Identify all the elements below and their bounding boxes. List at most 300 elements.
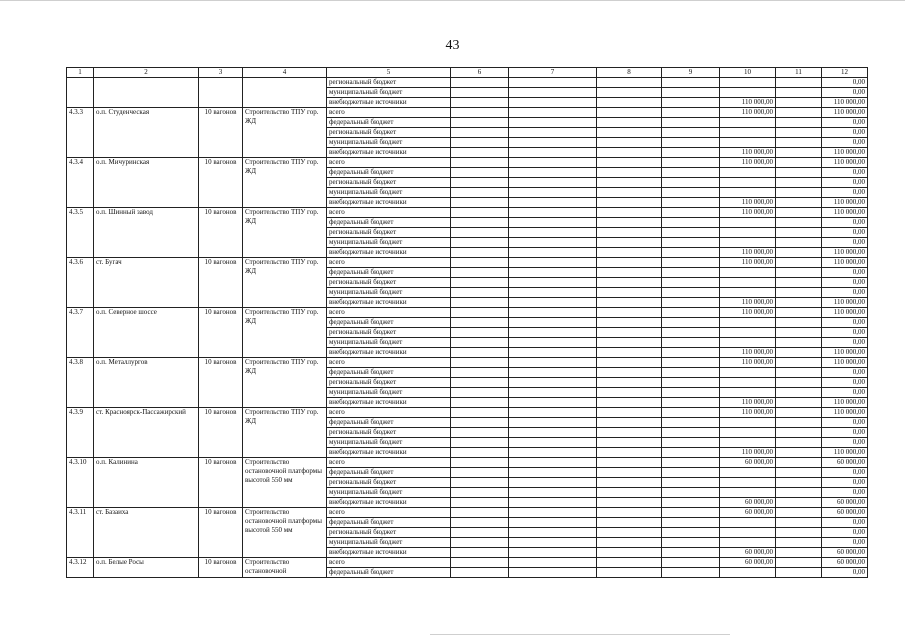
empty-cell xyxy=(776,478,822,488)
funding-source-cell: федеральный бюджет xyxy=(327,318,451,328)
funding-source-cell: всего xyxy=(327,308,451,318)
col10-value-cell: 110 000,00 xyxy=(720,208,776,218)
empty-cell xyxy=(776,448,822,458)
empty-cell xyxy=(776,428,822,438)
empty-cell xyxy=(509,218,597,228)
empty-cell xyxy=(597,368,662,378)
funding-source-cell: внебюджетные источники xyxy=(327,248,451,258)
header-cell: 2 xyxy=(94,68,199,78)
empty-cell xyxy=(509,458,597,468)
total-value-cell: 0,00 xyxy=(822,78,868,88)
empty-cell xyxy=(509,378,597,388)
empty-cell xyxy=(597,358,662,368)
empty-cell xyxy=(662,298,720,308)
funding-source-cell: региональный бюджет xyxy=(327,428,451,438)
station-name-cell: о.п. Белые Росы xyxy=(94,558,199,578)
col10-value-cell xyxy=(720,88,776,98)
table-row xyxy=(67,258,868,268)
empty-cell xyxy=(509,88,597,98)
empty-cell xyxy=(776,218,822,228)
funding-source-cell: всего xyxy=(327,358,451,368)
empty-cell xyxy=(776,198,822,208)
empty-cell xyxy=(597,108,662,118)
funding-source-cell: муниципальный бюджет xyxy=(327,88,451,98)
empty-cell xyxy=(776,348,822,358)
empty-cell xyxy=(509,438,597,448)
empty-cell xyxy=(451,438,509,448)
empty-cell xyxy=(662,388,720,398)
id-cell xyxy=(67,78,94,108)
empty-cell xyxy=(662,458,720,468)
empty-cell xyxy=(662,398,720,408)
col10-value-cell: 110 000,00 xyxy=(720,98,776,108)
empty-cell xyxy=(597,288,662,298)
scan-top-edge xyxy=(0,0,905,1)
empty-cell xyxy=(597,418,662,428)
empty-cell xyxy=(509,308,597,318)
empty-cell xyxy=(451,538,509,548)
work-cell xyxy=(243,78,327,108)
capacity-cell: 10 вагонов xyxy=(199,358,243,408)
col10-value-cell: 110 000,00 xyxy=(720,448,776,458)
total-value-cell: 0,00 xyxy=(822,428,868,438)
col10-value-cell xyxy=(720,468,776,478)
empty-cell xyxy=(451,228,509,238)
empty-cell xyxy=(509,138,597,148)
empty-cell xyxy=(509,418,597,428)
funding-source-cell: федеральный бюджет xyxy=(327,568,451,578)
empty-cell xyxy=(451,458,509,468)
empty-cell xyxy=(776,228,822,238)
empty-cell xyxy=(451,98,509,108)
col10-value-cell: 110 000,00 xyxy=(720,258,776,268)
funding-source-cell: муниципальный бюджет xyxy=(327,138,451,148)
table-row xyxy=(67,358,868,368)
empty-cell xyxy=(509,198,597,208)
header-cell: 6 xyxy=(451,68,509,78)
empty-cell xyxy=(597,518,662,528)
empty-cell xyxy=(776,568,822,578)
empty-cell xyxy=(597,498,662,508)
capacity-cell: 10 вагонов xyxy=(199,308,243,358)
capacity-cell: 10 вагонов xyxy=(199,158,243,208)
empty-cell xyxy=(509,288,597,298)
total-value-cell: 110 000,00 xyxy=(822,98,868,108)
empty-cell xyxy=(597,228,662,238)
total-value-cell: 0,00 xyxy=(822,288,868,298)
empty-cell xyxy=(776,178,822,188)
empty-cell xyxy=(451,328,509,338)
station-name-cell: ст. Бугач xyxy=(94,258,199,308)
item-number-cell: 4.3.10 xyxy=(67,458,94,508)
item-number-cell: 4.3.3 xyxy=(67,108,94,158)
empty-cell xyxy=(597,468,662,478)
empty-cell xyxy=(597,158,662,168)
empty-cell xyxy=(509,298,597,308)
work-type-cell: Строительство ТПУ гор. ЖД xyxy=(243,258,327,308)
empty-cell xyxy=(451,448,509,458)
empty-cell xyxy=(776,398,822,408)
col10-value-cell xyxy=(720,528,776,538)
empty-cell xyxy=(776,308,822,318)
col10-value-cell: 60 000,00 xyxy=(720,458,776,468)
funding-source-cell: федеральный бюджет xyxy=(327,418,451,428)
empty-cell xyxy=(597,118,662,128)
empty-cell xyxy=(597,488,662,498)
empty-cell xyxy=(451,168,509,178)
work-type-cell: Строительство остановочной xyxy=(243,558,327,578)
capacity-cell: 10 вагонов xyxy=(199,558,243,578)
empty-cell xyxy=(776,238,822,248)
funding-source-cell: всего xyxy=(327,408,451,418)
empty-cell xyxy=(509,538,597,548)
total-value-cell: 0,00 xyxy=(822,388,868,398)
total-value-cell: 0,00 xyxy=(822,178,868,188)
empty-cell xyxy=(451,478,509,488)
total-value-cell: 0,00 xyxy=(822,438,868,448)
total-value-cell: 0,00 xyxy=(822,228,868,238)
empty-cell xyxy=(597,138,662,148)
empty-cell xyxy=(662,518,720,528)
funding-source-cell: всего xyxy=(327,508,451,518)
table-row xyxy=(67,558,868,568)
funding-source-cell: федеральный бюджет xyxy=(327,368,451,378)
work-type-cell: Строительство ТПУ гор. ЖД xyxy=(243,208,327,258)
empty-cell xyxy=(597,208,662,218)
empty-cell xyxy=(509,568,597,578)
empty-cell xyxy=(597,558,662,568)
empty-cell xyxy=(597,98,662,108)
empty-cell xyxy=(451,258,509,268)
header-cell: 9 xyxy=(662,68,720,78)
funding-source-cell: внебюджетные источники xyxy=(327,348,451,358)
empty-cell xyxy=(776,558,822,568)
empty-cell xyxy=(597,568,662,578)
item-number-cell: 4.3.12 xyxy=(67,558,94,578)
total-value-cell: 0,00 xyxy=(822,168,868,178)
page-number: 43 xyxy=(445,38,460,53)
station-name-cell: ст. Базаиха xyxy=(94,508,199,558)
empty-cell xyxy=(776,498,822,508)
empty-cell xyxy=(597,308,662,318)
empty-cell xyxy=(662,128,720,138)
empty-cell xyxy=(662,468,720,478)
empty-cell xyxy=(451,318,509,328)
empty-cell xyxy=(597,258,662,268)
empty-cell xyxy=(776,168,822,178)
empty-cell xyxy=(776,488,822,498)
empty-cell xyxy=(662,508,720,518)
empty-cell xyxy=(776,328,822,338)
capacity-cell: 10 вагонов xyxy=(199,508,243,558)
empty-cell xyxy=(662,408,720,418)
empty-cell xyxy=(509,318,597,328)
funding-source-cell: внебюджетные источники xyxy=(327,398,451,408)
total-value-cell: 0,00 xyxy=(822,478,868,488)
header-cell: 8 xyxy=(597,68,662,78)
empty-cell xyxy=(451,358,509,368)
empty-cell xyxy=(776,438,822,448)
station-name-cell: о.п. Студенческая xyxy=(94,108,199,158)
total-value-cell: 60 000,00 xyxy=(822,458,868,468)
funding-source-cell: внебюджетные источники xyxy=(327,98,451,108)
empty-cell xyxy=(509,448,597,458)
empty-cell xyxy=(451,488,509,498)
funding-source-cell: федеральный бюджет xyxy=(327,468,451,478)
empty-cell xyxy=(776,208,822,218)
empty-cell xyxy=(597,508,662,518)
empty-cell xyxy=(597,298,662,308)
empty-cell xyxy=(662,438,720,448)
empty-cell xyxy=(776,508,822,518)
funding-source-cell: внебюджетные источники xyxy=(327,548,451,558)
total-value-cell: 0,00 xyxy=(822,118,868,128)
empty-cell xyxy=(776,188,822,198)
empty-cell xyxy=(451,428,509,438)
empty-cell xyxy=(662,338,720,348)
funding-source-cell: муниципальный бюджет xyxy=(327,288,451,298)
empty-cell xyxy=(509,338,597,348)
empty-cell xyxy=(662,248,720,258)
col10-value-cell xyxy=(720,338,776,348)
header-cell: 3 xyxy=(199,68,243,78)
total-value-cell: 110 000,00 xyxy=(822,408,868,418)
empty-cell xyxy=(451,568,509,578)
empty-cell xyxy=(662,78,720,88)
empty-cell xyxy=(662,138,720,148)
empty-cell xyxy=(597,128,662,138)
col10-value-cell: 110 000,00 xyxy=(720,198,776,208)
total-value-cell: 0,00 xyxy=(822,268,868,278)
empty-cell xyxy=(509,188,597,198)
empty-cell xyxy=(509,408,597,418)
empty-cell xyxy=(776,298,822,308)
funding-source-cell: региональный бюджет xyxy=(327,528,451,538)
total-value-cell: 110 000,00 xyxy=(822,258,868,268)
empty-cell xyxy=(662,538,720,548)
empty-cell xyxy=(451,108,509,118)
station-name-cell: о.п. Калинина xyxy=(94,458,199,508)
col10-value-cell xyxy=(720,138,776,148)
empty-cell xyxy=(509,268,597,278)
empty-cell xyxy=(451,508,509,518)
col10-value-cell xyxy=(720,388,776,398)
empty-cell xyxy=(776,358,822,368)
funding-source-cell: региональный бюджет xyxy=(327,328,451,338)
station-name-cell: о.п. Северное шоссе xyxy=(94,308,199,358)
funding-source-cell: региональный бюджет xyxy=(327,228,451,238)
empty-cell xyxy=(451,88,509,98)
empty-cell xyxy=(597,388,662,398)
funding-source-cell: внебюджетные источники xyxy=(327,498,451,508)
empty-cell xyxy=(451,548,509,558)
col10-value-cell: 110 000,00 xyxy=(720,398,776,408)
funding-source-cell: региональный бюджет xyxy=(327,378,451,388)
col10-value-cell xyxy=(720,438,776,448)
empty-cell xyxy=(451,188,509,198)
empty-cell xyxy=(776,408,822,418)
work-type-cell: Строительство ТПУ гор. ЖД xyxy=(243,358,327,408)
empty-cell xyxy=(662,268,720,278)
empty-cell xyxy=(662,88,720,98)
table-row xyxy=(67,158,868,168)
empty-cell xyxy=(597,428,662,438)
col10-value-cell: 60 000,00 xyxy=(720,508,776,518)
funding-source-cell: всего xyxy=(327,108,451,118)
empty-cell xyxy=(509,518,597,528)
empty-cell xyxy=(451,388,509,398)
empty-cell xyxy=(509,148,597,158)
empty-cell xyxy=(662,188,720,198)
table-row xyxy=(67,208,868,218)
empty-cell xyxy=(451,368,509,378)
empty-cell xyxy=(662,478,720,488)
empty-cell xyxy=(662,348,720,358)
col10-value-cell xyxy=(720,238,776,248)
funding-source-cell: федеральный бюджет xyxy=(327,168,451,178)
header-row xyxy=(67,68,868,78)
empty-cell xyxy=(597,178,662,188)
empty-cell xyxy=(451,518,509,528)
empty-cell xyxy=(509,278,597,288)
item-number-cell: 4.3.11 xyxy=(67,508,94,558)
empty-cell xyxy=(509,328,597,338)
empty-cell xyxy=(662,278,720,288)
empty-cell xyxy=(662,148,720,158)
col10-value-cell xyxy=(720,378,776,388)
total-value-cell: 110 000,00 xyxy=(822,358,868,368)
col10-value-cell xyxy=(720,188,776,198)
empty-cell xyxy=(662,528,720,538)
total-value-cell: 60 000,00 xyxy=(822,498,868,508)
total-value-cell: 110 000,00 xyxy=(822,148,868,158)
empty-cell xyxy=(776,88,822,98)
total-value-cell: 110 000,00 xyxy=(822,208,868,218)
empty-cell xyxy=(509,468,597,478)
total-value-cell: 110 000,00 xyxy=(822,348,868,358)
col10-value-cell xyxy=(720,418,776,428)
empty-cell xyxy=(597,338,662,348)
empty-cell xyxy=(662,548,720,558)
header-cell: 11 xyxy=(776,68,822,78)
total-value-cell: 0,00 xyxy=(822,278,868,288)
empty-cell xyxy=(597,198,662,208)
table-row xyxy=(67,78,868,88)
empty-cell xyxy=(597,88,662,98)
funding-source-cell: региональный бюджет xyxy=(327,78,451,88)
empty-cell xyxy=(509,228,597,238)
empty-cell xyxy=(509,488,597,498)
empty-cell xyxy=(597,238,662,248)
total-value-cell: 110 000,00 xyxy=(822,398,868,408)
col10-value-cell: 110 000,00 xyxy=(720,148,776,158)
funding-source-cell: федеральный бюджет xyxy=(327,268,451,278)
col10-value-cell: 110 000,00 xyxy=(720,248,776,258)
funding-source-cell: внебюджетные источники xyxy=(327,448,451,458)
col10-value-cell xyxy=(720,478,776,488)
col10-value-cell xyxy=(720,228,776,238)
empty-cell xyxy=(597,268,662,278)
funding-source-cell: федеральный бюджет xyxy=(327,218,451,228)
empty-cell xyxy=(509,208,597,218)
empty-cell xyxy=(509,508,597,518)
qty-cell xyxy=(199,78,243,108)
col10-value-cell xyxy=(720,178,776,188)
empty-cell xyxy=(451,248,509,258)
empty-cell xyxy=(776,138,822,148)
empty-cell xyxy=(597,348,662,358)
empty-cell xyxy=(662,358,720,368)
funding-source-cell: федеральный бюджет xyxy=(327,118,451,128)
total-value-cell: 0,00 xyxy=(822,238,868,248)
total-value-cell: 110 000,00 xyxy=(822,158,868,168)
empty-cell xyxy=(509,388,597,398)
station-name-cell: ст. Красноярск-Пассажирский xyxy=(94,408,199,458)
col10-value-cell xyxy=(720,318,776,328)
table-row xyxy=(67,508,868,518)
empty-cell xyxy=(662,448,720,458)
empty-cell xyxy=(597,448,662,458)
empty-cell xyxy=(776,78,822,88)
empty-cell xyxy=(662,218,720,228)
empty-cell xyxy=(451,198,509,208)
funding-source-cell: региональный бюджет xyxy=(327,478,451,488)
col10-value-cell xyxy=(720,218,776,228)
capacity-cell: 10 вагонов xyxy=(199,408,243,458)
col10-value-cell: 110 000,00 xyxy=(720,358,776,368)
empty-cell xyxy=(662,318,720,328)
empty-cell xyxy=(451,238,509,248)
header-cell: 5 xyxy=(327,68,451,78)
empty-cell xyxy=(451,528,509,538)
station-name-cell: о.п. Шинный завод xyxy=(94,208,199,258)
empty-cell xyxy=(597,148,662,158)
empty-cell xyxy=(776,108,822,118)
col10-value-cell: 110 000,00 xyxy=(720,308,776,318)
empty-cell xyxy=(451,78,509,88)
col10-value-cell xyxy=(720,278,776,288)
funding-source-cell: всего xyxy=(327,558,451,568)
empty-cell xyxy=(662,198,720,208)
capacity-cell: 10 вагонов xyxy=(199,258,243,308)
funding-source-cell: муниципальный бюджет xyxy=(327,238,451,248)
header-cell: 10 xyxy=(720,68,776,78)
total-value-cell: 0,00 xyxy=(822,218,868,228)
empty-cell xyxy=(776,368,822,378)
empty-cell xyxy=(451,208,509,218)
col10-value-cell xyxy=(720,518,776,528)
empty-cell xyxy=(662,118,720,128)
empty-cell xyxy=(597,188,662,198)
col10-value-cell: 60 000,00 xyxy=(720,558,776,568)
funding-source-cell: муниципальный бюджет xyxy=(327,388,451,398)
total-value-cell: 0,00 xyxy=(822,468,868,478)
empty-cell xyxy=(451,278,509,288)
empty-cell xyxy=(451,298,509,308)
item-number-cell: 4.3.6 xyxy=(67,258,94,308)
funding-source-cell: региональный бюджет xyxy=(327,178,451,188)
empty-cell xyxy=(776,128,822,138)
col10-value-cell xyxy=(720,488,776,498)
funding-source-cell: региональный бюджет xyxy=(327,278,451,288)
funding-source-cell: всего xyxy=(327,158,451,168)
empty-cell xyxy=(597,378,662,388)
empty-cell xyxy=(597,548,662,558)
empty-cell xyxy=(509,548,597,558)
empty-cell xyxy=(509,358,597,368)
empty-cell xyxy=(776,118,822,128)
total-value-cell: 110 000,00 xyxy=(822,308,868,318)
